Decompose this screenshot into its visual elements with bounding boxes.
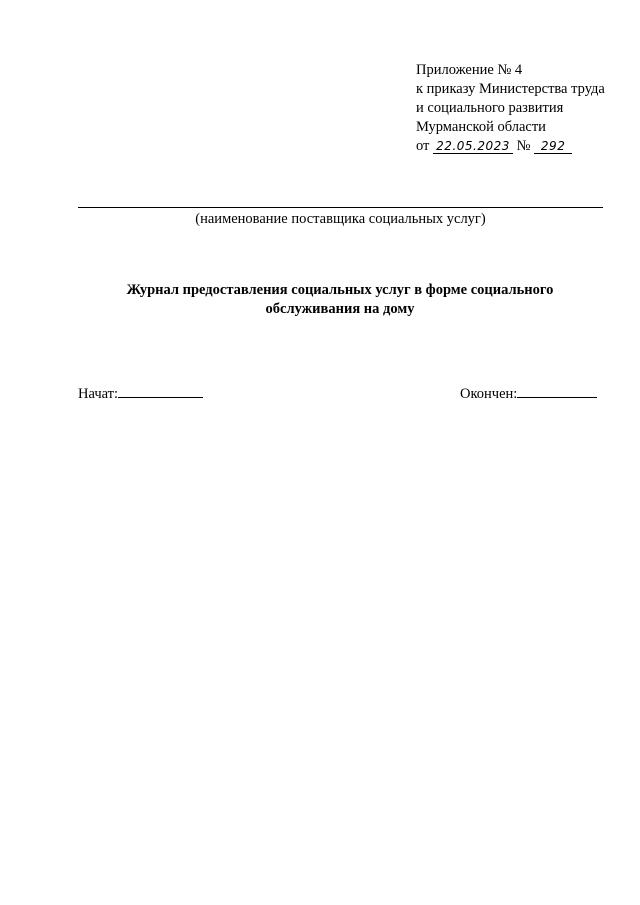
appendix-number: Приложение № 4 xyxy=(416,62,523,78)
handwritten-number: 292 xyxy=(534,139,572,154)
start-blank-line xyxy=(118,383,203,398)
provider-name-line xyxy=(78,207,603,208)
end-field xyxy=(460,383,597,403)
start-field xyxy=(78,383,203,403)
appendix-region-line: Мурманской области xyxy=(416,119,546,135)
journal-title: Журнал предоставления социальных услуг в форме социального обслуживания на дому xyxy=(126,282,554,317)
handwritten-date: 22.05.2023 xyxy=(433,139,513,154)
provider-caption: (наименование поставщика социальных услуг) xyxy=(195,211,486,227)
appendix-date-line xyxy=(416,137,638,156)
end-label: Окончен: xyxy=(460,386,518,402)
number-label: № xyxy=(516,138,531,154)
appendix-ministry-line: и социального развития xyxy=(416,100,564,116)
end-blank-line xyxy=(517,383,597,398)
start-label: Начат: xyxy=(78,386,119,402)
appendix-order-line: к приказу Министерства труда xyxy=(416,81,605,97)
appendix-block xyxy=(416,61,638,156)
date-prefix: от xyxy=(416,138,430,154)
